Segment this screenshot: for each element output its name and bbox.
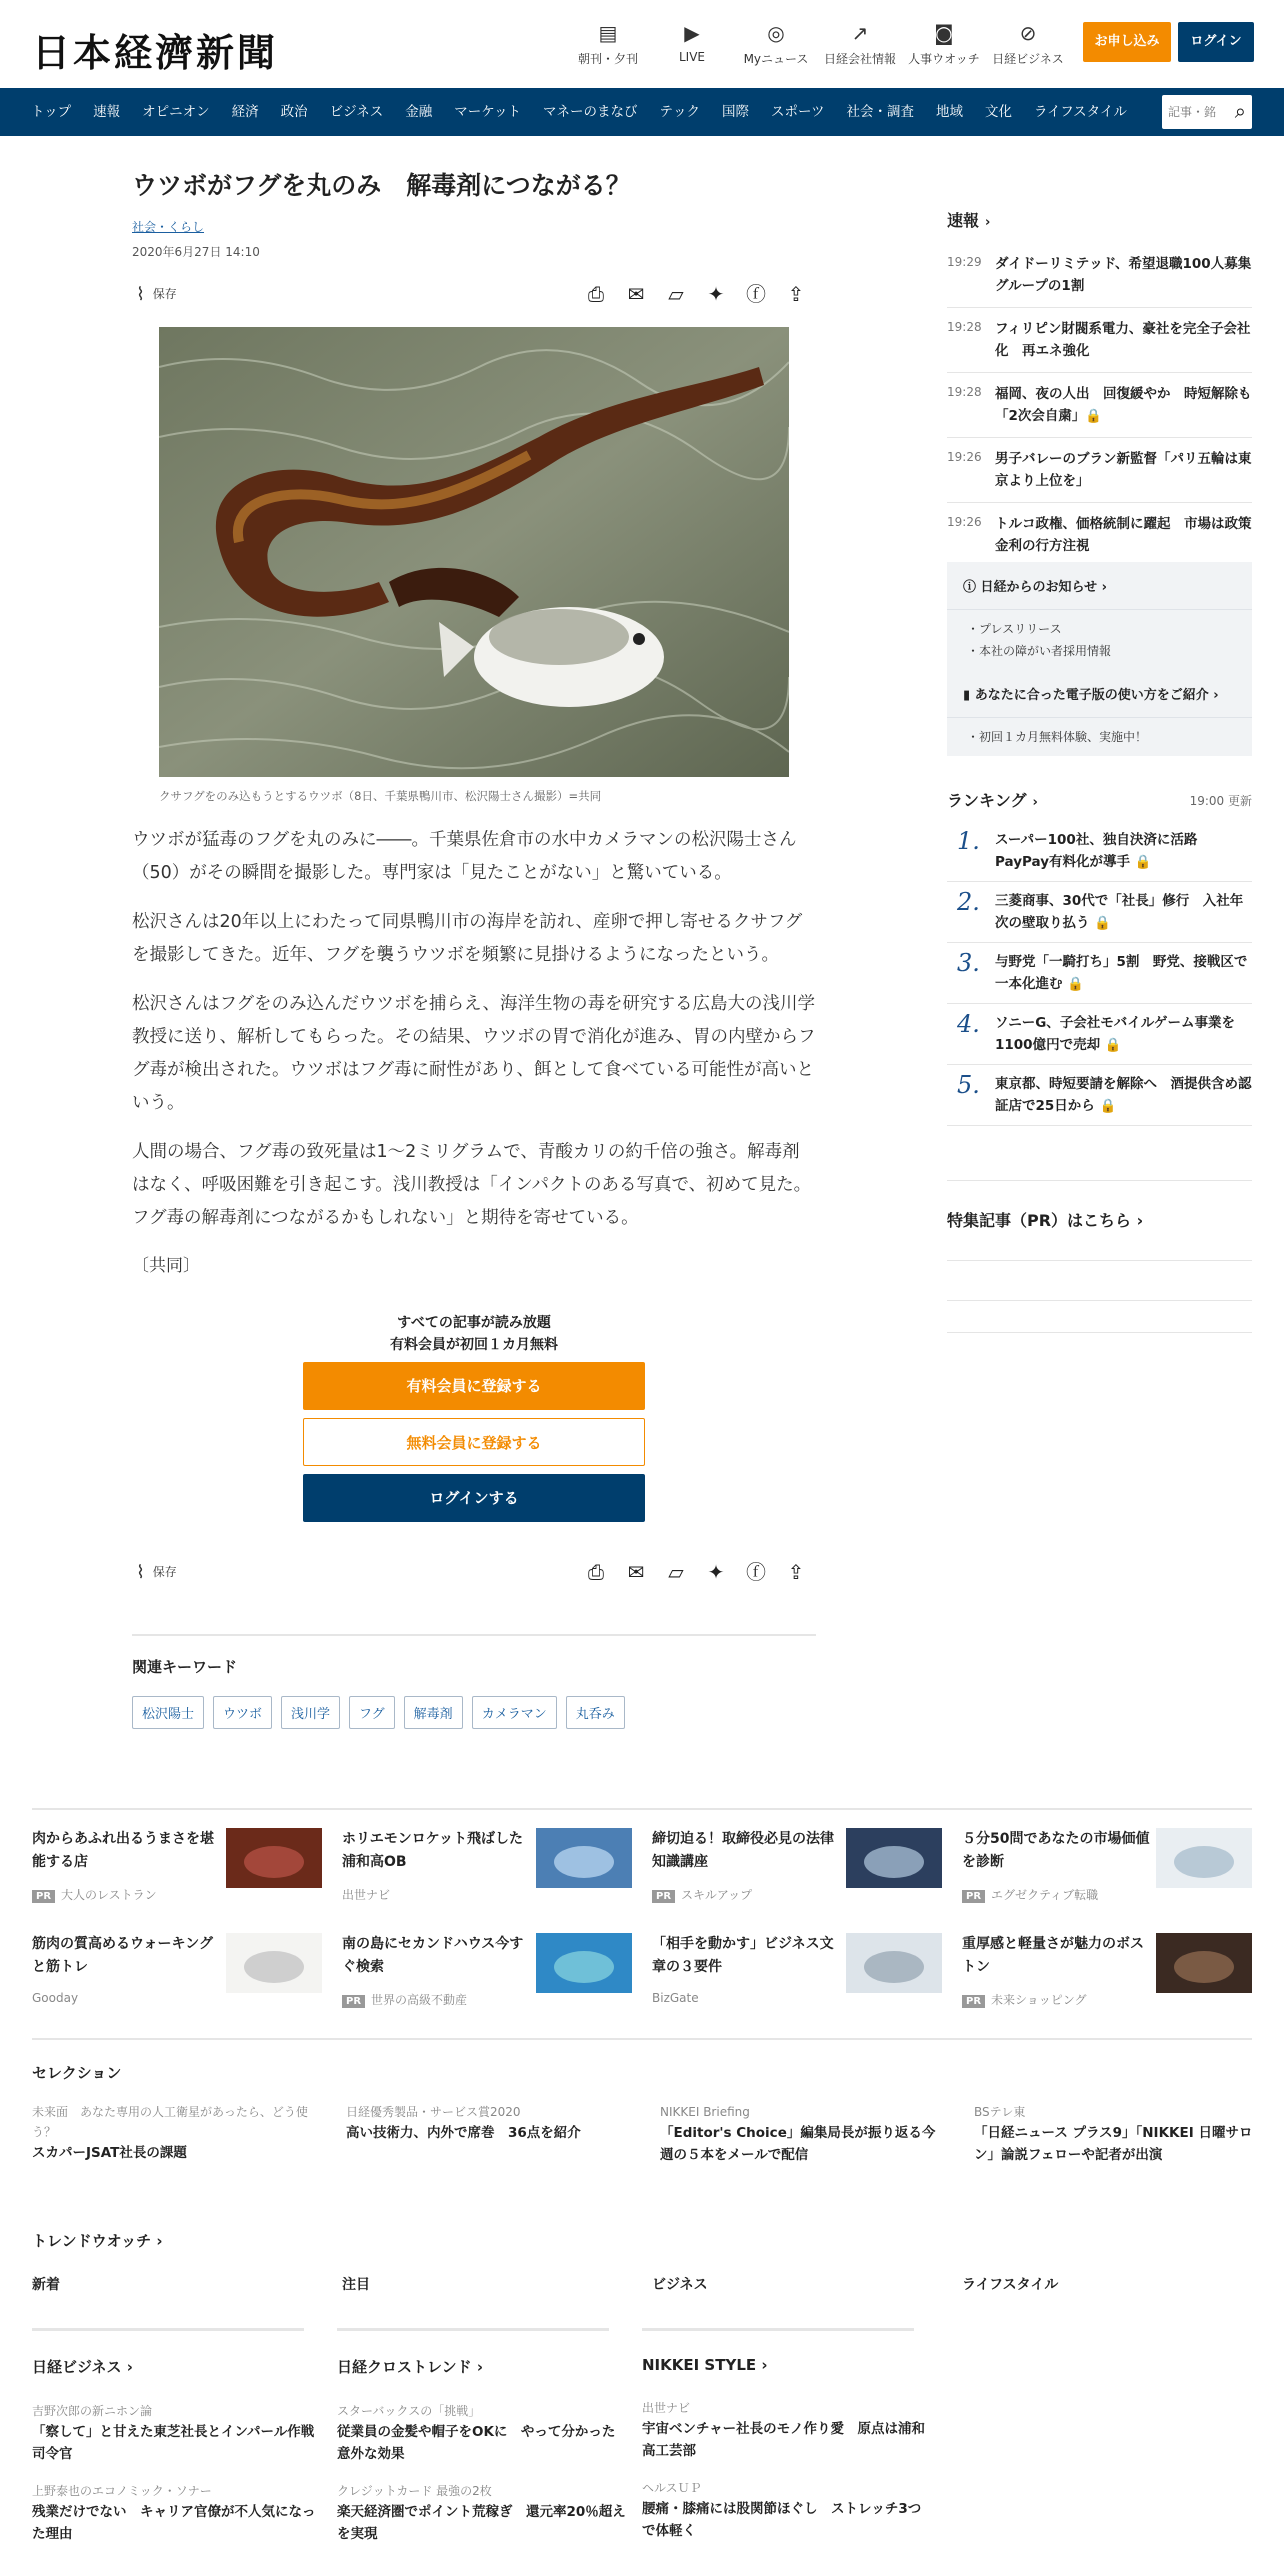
nav-item[interactable]: ライフスタイル [1034,104,1127,120]
keyword-list [132,1696,634,1729]
ranking-item[interactable] [947,943,1252,1004]
ad-thumbnail [226,1933,322,1993]
pr-link[interactable] [947,1208,1252,1231]
ad-source [652,1886,752,1903]
divider [947,1260,1252,1261]
selection-sub: BSテレ東 [974,2105,1026,2119]
sokuho-headline: 福岡、夜の人出 回復緩やか 時短解除も「2次会自粛」🔒 [995,386,1252,424]
ad-thumbnail [226,1828,322,1888]
pr-badge: PR [962,1995,985,2008]
ad-card[interactable] [32,1828,322,1908]
main-nav [0,88,1284,136]
ad-thumbnail [536,1828,632,1888]
selection-sub: 未来面 あなた専用の人工衛星があったら、どう使う？ [32,2105,308,2139]
media-title-text: 日経ビジネス [32,2358,122,2376]
ad-headline: 重厚感と軽量さが魅力のボストン [962,1936,1144,1975]
ranking-headline: 東京都、時短要請を解除へ 酒提供含め認証店で25日から 🔒 [995,1076,1252,1114]
media-sub: 上野泰也のエコノミック・ソナー [32,2484,212,2498]
twitter-icon[interactable]: ✦ [707,282,725,306]
divider [337,2328,609,2331]
ad-thumbnail [1156,1828,1252,1888]
divider [642,2328,914,2331]
media-headline[interactable]: 宇宙ベンチャー社長のモノ作り愛 原点は浦和高工芸部 [642,2421,925,2459]
chevron-right-icon: › [985,215,991,230]
ad-thumbnail [536,1933,632,1993]
selection-headline: スカパーJSAT社長の課題 [32,2145,187,2161]
keyword-tag[interactable]: フグ [349,1696,395,1729]
sokuho-item[interactable] [947,438,1252,503]
paywall-line2: 有料会員が初回１カ月無料 [390,1337,558,1353]
trend-title[interactable]: トレンドウオッチ › [32,2232,163,2250]
person-icon: ◎ [767,21,785,45]
ad-thumbnail [1156,1933,1252,1993]
header-link-label: 日経会社情報 [823,52,896,66]
media-headline[interactable]: 「察して」と甘えた東芝社長とインパール作戦司令官 [32,2424,315,2462]
ad-card[interactable] [32,1933,322,2013]
selection-item[interactable] [346,2102,626,2144]
paragraph: ウツボが猛毒のフグを丸のみに――。千葉県佐倉市の水中カメラマンの松沢陽士さん（50）がその瞬間を撮影した。専門家は「見たことがない」と驚いている。 [132,830,797,883]
chevron-right-icon: › [1131,1211,1144,1230]
mail-icon[interactable]: ✉ [627,1560,645,1584]
trend-col[interactable]: 新着 [32,2277,60,2293]
media-title-text: 日経クロストレンド [337,2358,472,2376]
ad-thumbnail [846,1933,942,1993]
sokuho-section [947,208,1252,568]
media-sub: スターバックスの「挑戦」 [337,2404,481,2418]
nav-item[interactable]: スポーツ [771,104,825,120]
save-button[interactable] [136,284,177,305]
ad-source-text: BizGate [652,1991,699,2005]
ad-headline: ホリエモンロケット飛ばした浦和高OB [342,1831,524,1870]
selection-headline: 高い技術力、内外で席巻 36点を紹介 [346,2125,581,2141]
paragraph: 松沢さんはフグをのみ込んだウツボを捕らえ、海洋生物の毒を研究する広島大の浅川学教授に送り、解析してもらった。その結果、ウツボの胃で消化が進み、胃の内壁からフグ毒が検出された。ウツボはフグ毒に耐性があり、餌として食べている可能性が高いという。 [132,994,816,1113]
sokuho-time: 19:28 [947,385,982,399]
nav-item[interactable]: 社会・調査 [846,104,915,120]
nav-item[interactable]: 地域 [936,104,964,120]
sokuho-time: 19:28 [947,320,982,334]
save-label: 保存 [152,1565,177,1579]
media-headline[interactable]: 腰痛・膝痛には股関節ほぐし ストレッチ3つで体軽く [642,2501,922,2539]
keyword-tag[interactable]: カメラマン [472,1696,557,1729]
notice-item[interactable]: ・ プレスリリース [981,618,1252,640]
facebook-icon[interactable]: ⓕ [746,282,766,306]
ranking-item[interactable] [947,821,1252,882]
media-column [337,2356,627,2545]
ad-card[interactable] [342,1933,632,2013]
media-sub: ヘルスＵＰ [642,2481,702,2495]
mail-icon[interactable]: ✉ [627,282,645,306]
selection-item[interactable] [660,2102,940,2166]
guide-title[interactable]: ▮ あなたに合った電子版の使い方をご紹介 › [947,670,1252,718]
search-input[interactable] [1168,102,1222,122]
pr-badge: PR [652,1890,675,1903]
selection-item[interactable] [974,2102,1254,2166]
search-icon[interactable]: ⌕ [1234,99,1246,123]
article-date: 2020年6月27日 14:10 [132,245,260,259]
bookmark-icon: ▮ [963,688,975,703]
divider [32,2038,1252,2040]
ad-thumbnail [846,1828,942,1888]
paid-signup-button[interactable]: 有料会員に登録する [303,1362,645,1410]
save-button[interactable] [136,1562,177,1583]
chart-icon: ↗ [851,21,869,45]
header-link-label: 人事ウオッチ [908,52,980,66]
header-link-4[interactable] [902,20,986,67]
ad-source-text: エグゼクティブ転職 [991,1888,1099,1902]
search-box[interactable] [1162,95,1252,129]
trend-col[interactable]: ビジネス [652,2277,708,2293]
ad-source-text: 未来ショッピング [991,1993,1087,2007]
guide-title-text: あなたに合った電子版の使い方をご紹介 [974,688,1209,703]
ad-source [32,1886,157,1903]
ranking-headline: ソニーG、子会社モバイルゲーム事業を1100億円で売却 🔒 [995,1015,1236,1053]
site-header [0,0,1284,88]
ad-card[interactable] [652,1933,942,2013]
ranking-number: 3. [957,949,980,977]
sokuho-title-text: 速報 [947,211,980,230]
article-category[interactable]: 社会・くらし [132,220,205,234]
article-toolbar-bottom [132,1554,816,1590]
video-icon: ▶ [684,21,700,45]
nikkei-logo[interactable]: 日本経濟新聞 [32,30,279,75]
notice-title-text: 日経からのお知らせ [980,580,1098,595]
selection-item[interactable] [32,2102,312,2164]
sokuho-title[interactable] [947,208,1252,231]
notice-box [947,562,1252,670]
print-icon[interactable]: ⎙ [588,1560,604,1584]
ranking-headline: 三菱商事、30代で「社長」修行 入社年次の壁取り払う 🔒 [995,893,1244,931]
print-icon[interactable]: ⎙ [588,282,604,306]
ad-headline: 「相手を動かす」ビジネス文章の３要件 [652,1936,834,1975]
article-toolbar-top [132,276,816,312]
media-headline[interactable]: 残業だけでない キャリア官僚が不人気になった理由 [32,2504,316,2542]
divider [947,1300,1252,1301]
paragraph: 人間の場合、フグ毒の致死量は1～2ミリグラムで、青酸カリの約千倍の強さ。解毒剤はなく、呼吸困難を引き起こす。浅川教授は「インパクトのある写真で、初めて見た。フグ毒の解毒剤につながるかもしれない」と期待を寄せている。 [132,1142,812,1228]
media-column [642,2356,932,2542]
info-icon: ⓘ [963,580,981,595]
media-sub: クレジットカード 最強の2枚 [337,2484,492,2498]
chevron-right-icon: › [1032,795,1038,810]
ranking-number: 4. [957,1010,980,1038]
twitter-icon[interactable]: ✦ [707,1560,725,1584]
pr-title: 特集記事（PR）はこちら [947,1211,1132,1230]
trend-title-text: トレンドウオッチ [32,2232,152,2250]
sokuho-headline: トルコ政権、価格統制に躍起 市場は政策金利の行方注視 [995,516,1252,554]
media-sub: 出世ナビ [642,2401,691,2415]
paywall [132,1312,816,1507]
header-link-0[interactable] [566,20,650,67]
paywall-line1: すべての記事が読み放題 [397,1315,551,1331]
selection-headline: 「日経ニュース プラス9」「NIKKEI 日曜サロン」論説フェローや記者が出演 [974,2125,1253,2163]
pr-badge: PR [962,1890,985,1903]
article-photo [159,327,789,777]
sokuho-time: 19:26 [947,450,982,464]
ranking-section [947,788,1252,1126]
media-title[interactable] [337,2356,627,2377]
keyword-tag[interactable]: 解毒剤 [404,1696,463,1729]
ranking-number: 2. [957,888,980,916]
trend-col[interactable]: ライフスタイル [962,2277,1059,2293]
ad-source [32,1991,78,2005]
header-link-label: Myニュース [743,52,809,66]
header-link-5[interactable] [986,20,1070,67]
ad-source-text: 大人のレストラン [61,1888,157,1902]
media-sub: 吉野次郎の新ニホン論 [32,2404,153,2418]
note-icon[interactable]: ▱ [668,1560,684,1584]
ranking-item[interactable] [947,882,1252,943]
divider [132,1634,816,1636]
media-title[interactable] [642,2356,932,2374]
nav-item[interactable]: 文化 [985,104,1013,120]
keyword-tag[interactable]: 浅川学 [281,1696,340,1729]
ad-card[interactable] [962,1828,1252,1908]
article-credit: 〔共同〕 [132,1256,200,1276]
media-headline[interactable]: 従業員の金髪や帽子をOKに やって分かった意外な効果 [337,2424,616,2462]
free-signup-button[interactable]: 無料会員に登録する [303,1418,645,1466]
ad-source [342,1991,467,2008]
nav-item[interactable]: テック [659,104,701,120]
share-icon[interactable]: ⇪ [787,282,805,306]
ad-card[interactable] [652,1828,942,1908]
ad-headline: 肉からあふれ出るうまさを堪能する店 [32,1831,214,1870]
trend-col[interactable]: 注目 [342,2277,370,2293]
nav-item[interactable]: 金融 [405,104,433,120]
keywords-title: 関連キーワード [132,1658,238,1676]
sokuho-item[interactable] [947,243,1252,308]
header-link-1[interactable] [650,20,734,67]
notice-title[interactable]: ⓘ 日経からのお知らせ › [947,562,1252,610]
moray-eel-photo [159,327,789,777]
nav-item[interactable]: 政治 [280,104,308,120]
sokuho-list [947,243,1252,568]
newspaper-icon: ▤ [598,21,618,45]
ad-source [962,1991,1087,2008]
header-link-3[interactable] [818,20,902,67]
apply-button[interactable]: お申し込み [1083,22,1171,62]
selection-section [32,2062,1253,2163]
selection-title: セレクション [32,2064,122,2082]
sokuho-item[interactable] [947,373,1252,438]
selection-headline: 「Editor's Choice」編集局長が振り返る今週の５本をメールで配信 [660,2125,936,2163]
ad-headline: 筋肉の質高めるウォーキングと筋トレ [32,1936,214,1975]
selection-sub: 日経優秀製品・サービス賞2020 [346,2105,521,2119]
nav-item[interactable]: 国際 [722,104,750,120]
chevron-right-icon: › [756,2356,768,2374]
ad-headline: ５分50問であなたの市場価値を診断 [962,1831,1150,1870]
paragraph: 松沢さんは20年以上にわたって同県鴨川市の海岸を訪れ、産卵で押し寄せるクサフグを撮影してきた。近年、フグを襲うウツボを頻繁に見掛けるようになったという。 [132,912,803,965]
ranking-list [947,821,1252,1126]
ad-source [652,1991,699,2005]
divider [32,1808,1252,1810]
selection-sub: NIKKEI Briefing [660,2105,750,2119]
pr-badge: PR [32,1890,55,1903]
divider [32,2328,304,2331]
nav-item[interactable]: 速報 [93,104,121,120]
facebook-icon[interactable]: ⓕ [746,1560,766,1584]
chevron-right-icon: › [471,2358,484,2376]
compass-icon: ⊘ [1019,21,1037,45]
note-icon[interactable]: ▱ [668,282,684,306]
article-body [132,824,816,1276]
ranking-number: 5. [957,1071,980,1099]
ad-card[interactable] [342,1828,632,1908]
ad-source [342,1886,390,1903]
sokuho-headline: フィリピン財閥系電力、豪社を完全子会社化 再エネ強化 [995,321,1251,359]
ad-headline: 締切迫る！取締役必見の法律知識講座 [652,1831,834,1870]
keyword-tag[interactable]: ウツボ [213,1696,272,1729]
header-link-2[interactable] [734,20,818,67]
paywall-login-button[interactable]: ログインする [303,1474,645,1522]
ranking-number: 1. [957,827,980,855]
share-icon[interactable]: ⇪ [787,1560,805,1584]
guide-item[interactable]: ・ 初回１カ月無料体験、実施中！ [981,726,1252,748]
media-column [32,2356,322,2545]
divider [947,1332,1252,1333]
sokuho-item[interactable] [947,308,1252,373]
keyword-tag[interactable]: 丸呑み [566,1696,625,1729]
notice-item[interactable]: ・ 本社の障がい者採用情報 [981,640,1252,662]
chevron-right-icon: › [121,2358,133,2376]
ad-source [962,1886,1098,1903]
sokuho-headline: ダイドーリミテッド、希望退職100人募集 グループの1割 [995,256,1252,294]
login-button[interactable]: ログイン [1178,22,1254,62]
sokuho-time: 19:26 [947,515,982,529]
ranking-item[interactable] [947,1065,1252,1126]
nav-item[interactable]: 経済 [231,104,259,120]
guide-box [947,670,1252,756]
header-link-label: LIVE [678,50,705,64]
header-link-label: 日経ビジネス [992,52,1064,66]
media-title-text: NIKKEI STYLE [642,2356,757,2374]
media-title[interactable] [32,2356,322,2377]
search-person-icon: ◙ [934,21,954,45]
nav-item[interactable]: マーケット [454,104,522,120]
pr-badge: PR [342,1995,365,2008]
nav-item[interactable]: オピニオン [142,104,210,120]
ranking-headline: スーパー100社、独自決済に活路 PayPay有料化が導手 🔒 [995,832,1211,870]
header-icons [566,20,1070,67]
nav-item[interactable]: ビジネス [329,104,384,120]
photo-caption: クサフグをのみ込もうとするウツボ（8日、千葉県鴨川市、松沢陽士さん撮影）=共同 [159,789,602,803]
ad-source-text: Gooday [32,1991,79,2005]
trend-section [32,2230,1252,2293]
ranking-headline: 与野党「一騎打ち」5割 野党、接戦区で一本化進む 🔒 [995,954,1248,992]
ranking-updated: 19:00 更新 [1189,794,1252,808]
nav-items [20,88,1138,136]
divider [947,1180,1252,1181]
sokuho-item[interactable] [947,503,1252,568]
nav-item[interactable]: マネーのまなび [543,104,638,120]
paperclip-icon: ⌇ [136,284,145,305]
ranking-title-text: ランキング [947,791,1027,810]
header-link-label: 朝刊・夕刊 [577,52,638,66]
ad-source-text: 出世ナビ [342,1888,391,1902]
paperclip-icon: ⌇ [136,1562,145,1583]
sokuho-time: 19:29 [947,255,982,269]
nav-item[interactable]: トップ [31,104,72,120]
sokuho-headline: 男子バレーのブラン新監督「パリ五輪は東京より上位を」 [995,451,1252,489]
ad-source-text: スキルアップ [681,1888,753,1902]
ranking-item[interactable] [947,1004,1252,1065]
ad-card[interactable] [962,1933,1252,2013]
ad-headline: 南の島にセカンドハウス今すぐ検索 [342,1936,524,1975]
save-label: 保存 [152,287,177,301]
article-title: ウツボがフグを丸のみ 解毒剤につながる？ [132,171,631,200]
ad-source-text: 世界の高級不動産 [371,1993,468,2007]
media-headline[interactable]: 楽天経済圏でポイント荒稼ぎ 還元率20％超えを実現 [337,2504,626,2542]
keyword-tag[interactable]: 松沢陽士 [132,1696,204,1729]
